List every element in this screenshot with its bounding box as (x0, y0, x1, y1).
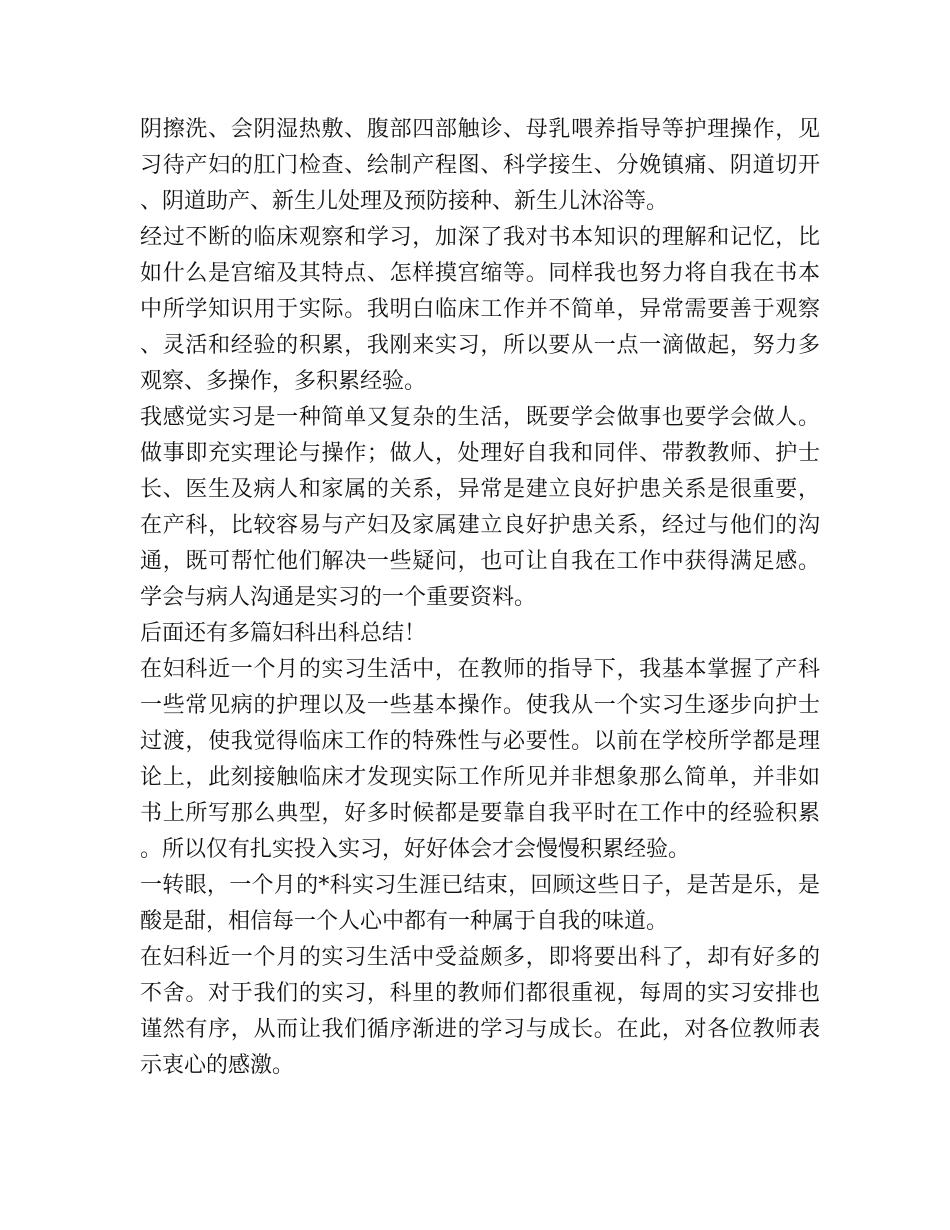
paragraph-gratitude: 在妇科近一个月的实习生活中受益颇多，即将要出科了，却有好多的不舍。对于我们的实习，科里的教师们都很重视，每周的实习安排也谨然有序，从而让我们循序渐进的学习与成长。在此，对各位教师表示衷心的感激。 (140, 945, 820, 1078)
paragraph-internship-life: 我感觉实习是一种简单又复杂的生活，既要学会做事也要学会做人。做事即充实理论与操作；做人，处理好自我和同伴、带教教师、护士长、医生及病人和家属的关系，异常是建立良好护患关系是很重要，在产科，比较容易与产妇及家属建立良好护患关系，经过与他们的沟通，既可帮忙他们解决一些疑问，也可让自我在工作中获得满足感。学会与病人沟通是实习的一个重要资料。 (140, 405, 820, 610)
paragraph-more-summaries: 后面还有多篇妇科出科总结！ (140, 621, 427, 646)
paragraph-clinical-observation: 经过不断的临床观察和学习，加深了我对书本知识的理解和记忆，比如什么是宫缩及其特点、怎样摸宫缩等。同样我也努力将自我在书本中所学知识用于实际。我明白临床工作并不简单，异常需要善于观察、灵活和经验的积累，我刚来实习，所以要从一点一滴做起，努力多观察、多操作，多积累经验。 (140, 225, 820, 394)
document-body (140, 112, 820, 1084)
paragraph-nursing-operations: 阴擦洗、会阴湿热敷、腹部四部触诊、母乳喂养指导等护理操作，见习待产妇的肛门检查、绘制产程图、科学接生、分娩镇痛、阴道切开、阴道助产、新生儿处理及预防接种、新生儿沐浴等。 (140, 117, 820, 214)
paragraph-gynecology-month: 在妇科近一个月的实习生活中，在教师的指导下，我基本掌握了产科一些常见病的护理以及一些基本操作。使我从一个实习生逐步向护士过渡，使我觉得临床工作的特殊性与必要性。以前在学校所学都是理论上，此刻接触临床才发现实际工作所见并非想象那么简单，并非如书上所写那么典型，好多时候都是要靠自我平时在工作中的经验积累。所以仅有扎实投入实习，好好体会才会慢慢积累经验。 (140, 657, 820, 862)
paragraph-time-flies: 一转眼，一个月的*科实习生涯已结束，回顾这些日子，是苦是乐，是酸是甜，相信每一个人心中都有一种属于自我的味道。 (140, 873, 820, 934)
